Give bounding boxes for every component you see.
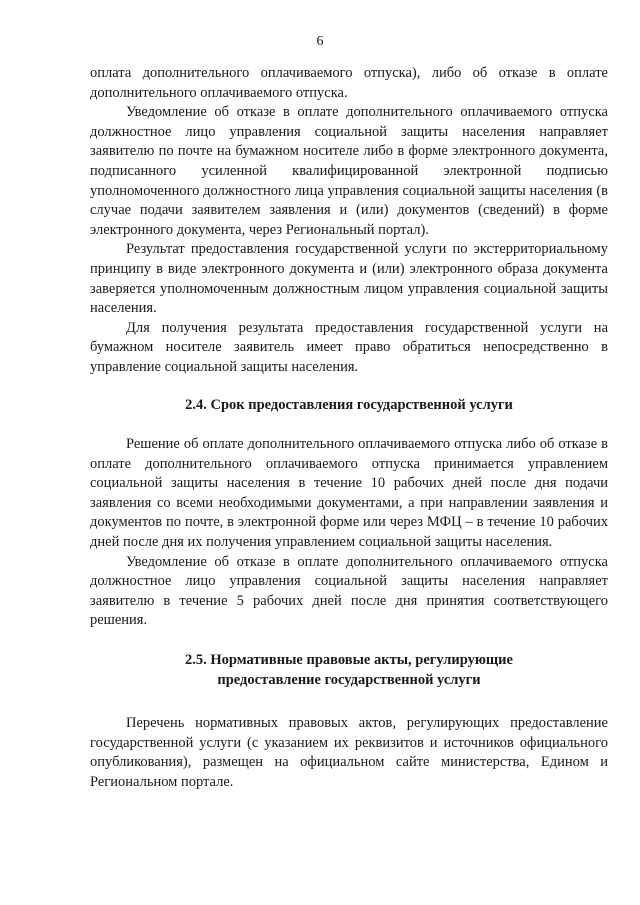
scan-specks: · · · bbox=[70, 867, 72, 886]
paragraph-refusal-notice: Уведомление об отказе в оплате дополнительного оплачиваемого отпуска должностное лицо управления социальной защиты населения направляет заявителю по почте на бумажном носителе либо в форме электронного документа, подписанного усиленной квалифицированной электронной подписью уполномоченного должностного лица управления социальной защиты населения (в случае подачи заявителем заявления и (или) документов (сведений) в форме электронного документа, через Региональный портал). bbox=[90, 104, 608, 238]
paragraph-extraterritorial-result: Результат предоставления государственной услуги по экстерриториальному принципу в виде электронного документа и (или) электронного образа документа заверяется уполномоченным должностным лицом управления социальной защиты населения. bbox=[90, 241, 608, 317]
section-heading-2-5-line1: 2.5. Нормативные правовые акты, регулирующие bbox=[185, 652, 513, 669]
document-body bbox=[90, 64, 608, 793]
section-heading-2-4: 2.4. Срок предоставления государственной услуги bbox=[185, 396, 513, 413]
paragraph-refusal-term: Уведомление об отказе в оплате дополнительного оплачиваемого отпуска должностное лицо управления социальной защиты населения направляет заявителю в течение 5 рабочих дней после дня принятия соответствующего решения. bbox=[90, 553, 608, 629]
paragraph-continuation: оплата дополнительного оплачиваемого отпуска), либо об отказе в оплате дополнительного оплачиваемого отпуска. bbox=[90, 65, 608, 101]
paragraph-legal-acts: Перечень нормативных правовых актов, регулирующих предоставление государственной услуги (с указанием их реквизитов и источников официального опубликования), размещен на официальном сайте министерства, Едином и Региональном портале. bbox=[90, 715, 608, 790]
section-heading-2-5-line2: предоставление государственной услуги bbox=[217, 671, 481, 688]
paragraph-decision-term: Решение об оплате дополнительного оплачиваемого отпуска либо об отказе в оплате дополнительного оплачиваемого отпуска принимается управлением социальной защиты населения в течение 10 рабочих дней после дня подачи заявления со всеми необходимыми документами, а при направлении заявления и документов по почте, в электронной форме или через МФЦ – в течение 10 рабочих дней после дня их получения управлением социальной защиты населения. bbox=[90, 436, 608, 551]
paragraph-paper-result: Для получения результата предоставления государственной услуги на бумажном носителе заявитель имеет право обратиться непосредственно в управление социальной защиты населения. bbox=[90, 319, 608, 375]
section-heading-2-5 bbox=[90, 651, 608, 690]
page-number: 6 bbox=[316, 34, 324, 49]
